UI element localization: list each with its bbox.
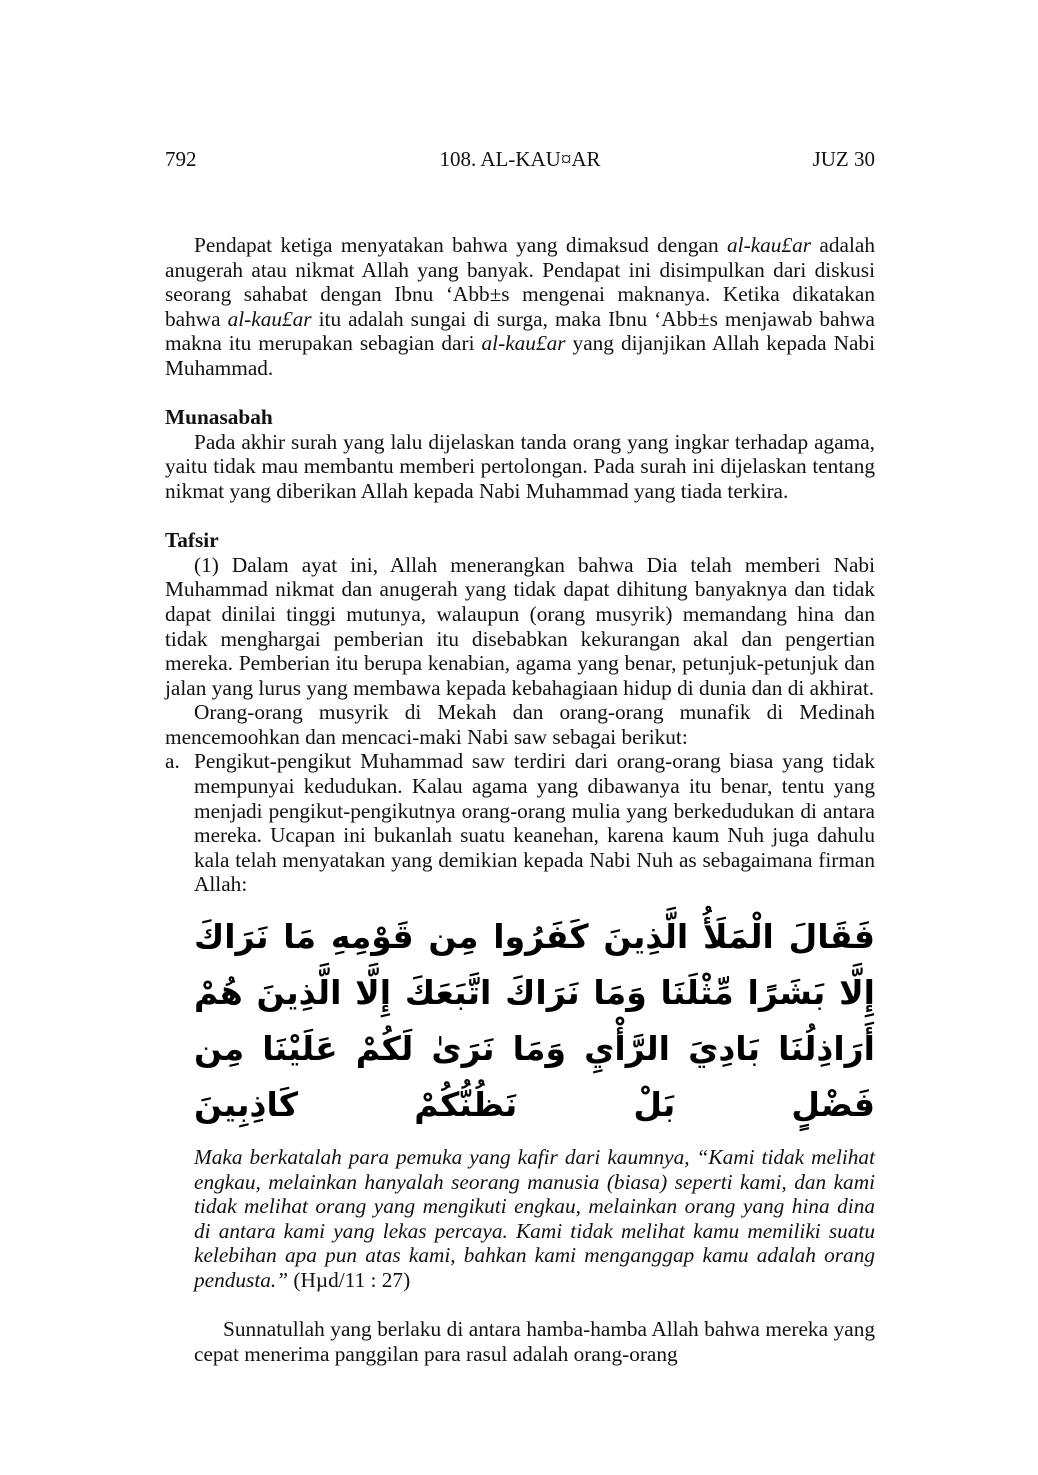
verse-reference: (Hµd/11 : 27) — [288, 1268, 411, 1292]
text-run: adalah anugerah atau nikmat Allah yang banyak. Pendapat ini disimpulkan dari diskusi seorang sahabat dengan Ibnu ‘Abb±s mengenai maknanya. Ketika dikatakan bahwa — [165, 233, 875, 331]
arabic-verse: فَقَالَ الْمَلَأُ الَّذِينَ كَفَرُوا مِن قَوْمِهِ مَا نَرَاكَ إِلَّا بَشَرًا مِّثْلَنَا وَمَا نَرَاكَ اتَّبَعَكَ إِلَّا الَّذِينَ هُمْ أَرَاذِلُنَا بَادِيَ الرَّأْيِ وَمَا نَرَىٰ لَكُمْ عَلَيْنَا مِن فَضْلٍ بَلْ نَظُنُّكُمْ كَاذِبِينَ — [194, 917, 875, 1125]
section-heading-tafsir: Tafsir — [165, 528, 219, 553]
running-header — [165, 145, 875, 173]
continuation-block — [165, 1317, 875, 1366]
section-heading-munasabah: Munasabah — [165, 405, 273, 430]
chapter-title: 108. AL-KAU¤AR — [439, 147, 601, 171]
text-run: itu adalah sungai di surga, maka Ibnu ‘Abb±s menjawab bahwa makna itu merupakan sebagian dari — [165, 306, 875, 356]
list-item — [165, 749, 875, 897]
italic-term: al-kau£ar — [727, 233, 812, 257]
text-run: yang dijanjikan Allah kepada Nabi Muhammad. — [165, 331, 875, 380]
spacer — [165, 504, 875, 529]
italic-term: al-kau£ar — [227, 306, 312, 331]
translation-text: Maka berkatalah para pemuka yang kafir dari kaumnya, “Kami tidak melihat engkau, melainkan hanyalah seorang manusia (biasa) seperti kami, dan kami tidak melihat orang yang mengikuti engkau, melainkan orang yang hina dina di antara kami yang lekas percaya. Kami tidak melihat kamu memiliki suatu kelebihan apa pun atas kami, bahkan kami menganggap kamu adalah orang pendusta.” — [194, 1145, 875, 1292]
munasabah-paragraph: Pada akhir surah yang lalu dijelaskan tanda orang yang ingkar terhadap agama, yaitu tidak mau membantu memberi pertolongan. Pada surah ini dijelaskan tentang nikmat yang diberikan Allah kepada Nabi Muhammad yang tiada terkira. — [165, 429, 875, 503]
tafsir-paragraph-1: (1) Dalam ayat ini, Allah menerangkan bahwa Dia telah memberi Nabi Muhammad nikmat dan anugerah yang tidak dapat dihitung banyaknya dan tidak dapat dinilai tinggi mutunya, walaupun (orang musyrik) memandang hina dan tidak menghargai pemberian itu disebabkan kekurangan akal dan pengertian mereka. Pemberian itu berupa kenabian, agama yang benar, petunjuk-petunjuk dan jalan yang lurus yang membawa kepada kebahagiaan hidup di dunia dan di akhirat. — [165, 552, 875, 700]
page-number: 792 — [165, 147, 197, 171]
list-marker: a. — [165, 749, 180, 774]
list-item-text: Pengikut-pengikut Muhammad saw terdiri dari orang-orang biasa yang tidak mempunyai kedudukan. Kalau agama yang dibawanya itu benar, tentu yang menjadi pengikut-pengikutnya orang-orang mulia yang berkedudukan di antara mereka. Ucapan ini bukanlah suatu keanehan, karena kaum Nuh juga dahulu kala telah menyatakan yang demikian kepada Nabi Nuh as sebagaimana firman Allah: — [194, 749, 875, 897]
spacer — [165, 381, 875, 406]
text-run: Pendapat ketiga menyatakan bahwa yang dimaksud dengan — [194, 233, 728, 257]
verse-translation — [165, 1145, 875, 1293]
spacer — [165, 1293, 875, 1318]
italic-term: al-kau£ar — [481, 331, 566, 356]
juz-label: JUZ 30 — [812, 147, 875, 171]
tafsir-paragraph-3: Sunnatullah yang berlaku di antara hamba-hamba Allah bahwa mereka yang cepat menerima panggilan para rasul adalah orang-orang — [194, 1317, 875, 1366]
body-text — [165, 233, 875, 1366]
tafsir-paragraph-2: Orang-orang musyrik di Mekah dan orang-orang munafik di Medinah mencemoohkan dan mencaci-maki Nabi saw sebagai berikut: — [165, 700, 875, 749]
paragraph-third-opinion — [165, 233, 875, 381]
